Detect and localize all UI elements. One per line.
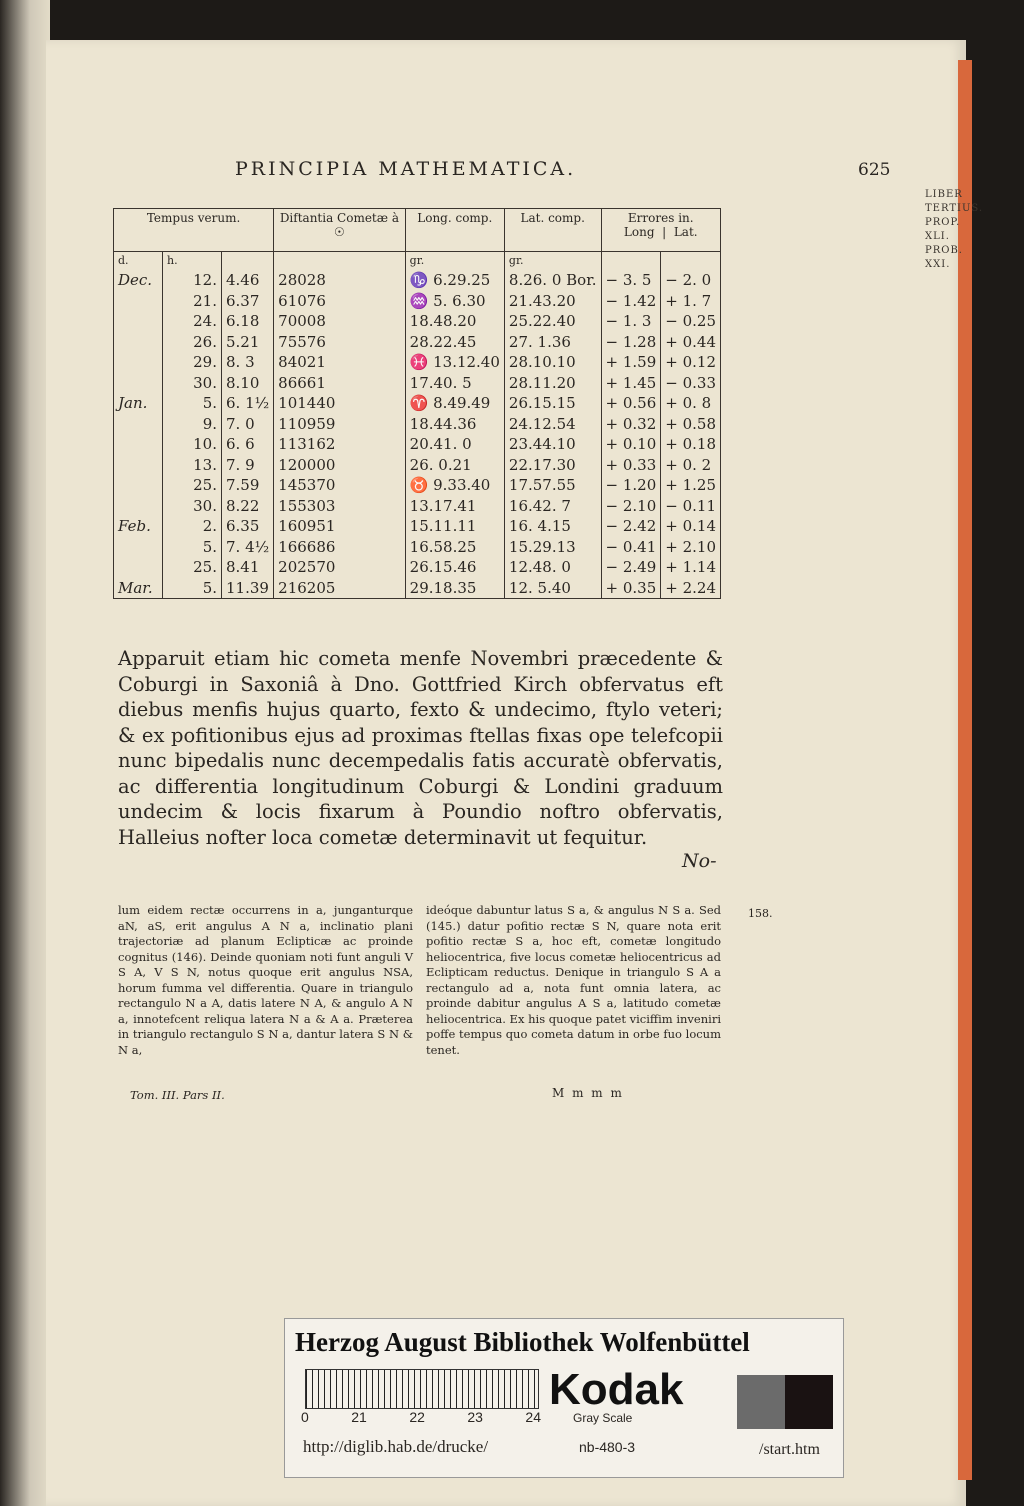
kodak-logo: Kodak bbox=[549, 1365, 684, 1414]
footnote-number: 158. bbox=[748, 907, 773, 920]
cell-lat: 12.48. 0 bbox=[504, 557, 601, 578]
table-row bbox=[114, 291, 721, 312]
cell-err-long: − 1.28 bbox=[601, 332, 661, 353]
margin-note-line: LIBER bbox=[925, 189, 963, 200]
cell-hour: 8.22 bbox=[222, 496, 274, 517]
gray-swatch bbox=[737, 1375, 785, 1429]
cell-hour: 7. 4½ bbox=[222, 537, 274, 558]
cell-err-long: − 1.42 bbox=[601, 291, 661, 312]
ruler-number: 21 bbox=[351, 1409, 367, 1425]
library-name: Herzog August Bibliothek Wolfenbüttel bbox=[295, 1327, 750, 1357]
cell-lat: 17.57.55 bbox=[504, 475, 601, 496]
cell-hour: 6.37 bbox=[222, 291, 274, 312]
cell-long: 13.17.41 bbox=[405, 496, 504, 517]
cell-long: 15.11.11 bbox=[405, 516, 504, 537]
cell-lat: 8.26. 0 Bor. bbox=[504, 270, 601, 291]
cell-lat: 25.22.40 bbox=[504, 311, 601, 332]
cell-long: 17.40. 5 bbox=[405, 373, 504, 394]
cell-distance: 160951 bbox=[274, 516, 405, 537]
cell-day: 9. bbox=[163, 414, 222, 435]
cell-err-long: + 1.59 bbox=[601, 352, 661, 373]
cell-hour: 4.46 bbox=[222, 270, 274, 291]
cell-long: ♈ 8.49.49 bbox=[405, 393, 504, 414]
cell-distance: 166686 bbox=[274, 537, 405, 558]
cell-hour: 11.39 bbox=[222, 578, 274, 599]
margin-note-line: PROB. bbox=[925, 245, 963, 256]
unit-day: d. bbox=[114, 252, 163, 271]
cell-err-lat: + 0. 8 bbox=[661, 393, 721, 414]
table-row bbox=[114, 557, 721, 578]
cell-distance: 75576 bbox=[274, 332, 405, 353]
cell-month bbox=[114, 352, 163, 373]
page-number: 625 bbox=[858, 160, 891, 180]
cell-day: 30. bbox=[163, 373, 222, 394]
cell-distance: 61076 bbox=[274, 291, 405, 312]
cell-day: 5. bbox=[163, 578, 222, 599]
comet-table bbox=[113, 208, 721, 599]
cell-long: ♓ 13.12.40 bbox=[405, 352, 504, 373]
margin-note-line: PROP. bbox=[925, 217, 961, 228]
cell-err-long: − 2.49 bbox=[601, 557, 661, 578]
table-row bbox=[114, 496, 721, 517]
col-header-errors: Errores in. Long | Lat. bbox=[601, 209, 721, 252]
volume-mark: Tom. III. Pars II. bbox=[130, 1088, 225, 1102]
cell-month bbox=[114, 434, 163, 455]
body-paragraph: Apparuit etiam hic cometa menfe Novembri præcedente & Coburgi in Saxoniâ à Dno. Gottfried Kirch obfervatus eft diebus menfis hujus quarto, fexto & undecimo, ftylo veteri; & ex pofitionibus ejus ad proximas ftellas fixas ope telefcopii nunc bipedalis nunc decempedalis fatis accuratè obfervatis, ac differentia longitudinum Coburgi & Londini graduum undecim & locis fixarum à Poundio noftro obfervatis, Halleius nofter loca cometæ determinavit ut fequitur. bbox=[118, 647, 723, 849]
cell-long: 18.48.20 bbox=[405, 311, 504, 332]
cell-lat: 22.17.30 bbox=[504, 455, 601, 476]
cell-err-long: + 0.32 bbox=[601, 414, 661, 435]
table-row bbox=[114, 352, 721, 373]
cell-lat: 24.12.54 bbox=[504, 414, 601, 435]
unit-blank bbox=[661, 252, 721, 271]
cell-err-lat: + 2.24 bbox=[661, 578, 721, 599]
cell-hour: 7. 0 bbox=[222, 414, 274, 435]
cell-distance: 113162 bbox=[274, 434, 405, 455]
cell-err-long: − 1.20 bbox=[601, 475, 661, 496]
cell-long: 26.15.46 bbox=[405, 557, 504, 578]
table-row bbox=[114, 311, 721, 332]
margin-note bbox=[925, 188, 1005, 272]
cell-day: 10. bbox=[163, 434, 222, 455]
cell-month bbox=[114, 557, 163, 578]
cell-hour: 6. 1½ bbox=[222, 393, 274, 414]
cell-err-lat: − 0.33 bbox=[661, 373, 721, 394]
cell-hour: 8. 3 bbox=[222, 352, 274, 373]
cell-err-lat: + 0. 2 bbox=[661, 455, 721, 476]
cell-month bbox=[114, 496, 163, 517]
ruler-number: 0 bbox=[301, 1409, 309, 1425]
table-unit-row bbox=[114, 252, 721, 271]
cell-err-lat: + 1.25 bbox=[661, 475, 721, 496]
cell-err-lat: − 2. 0 bbox=[661, 270, 721, 291]
cell-long: 20.41. 0 bbox=[405, 434, 504, 455]
errors-lat: Lat. bbox=[673, 225, 698, 239]
cell-err-long: + 0.56 bbox=[601, 393, 661, 414]
table-row bbox=[114, 414, 721, 435]
cell-err-long: − 3. 5 bbox=[601, 270, 661, 291]
cell-hour: 5.21 bbox=[222, 332, 274, 353]
cell-long: ♉ 9.33.40 bbox=[405, 475, 504, 496]
ruler-numbers bbox=[301, 1409, 541, 1425]
margin-note-line: TERTIUS. bbox=[925, 203, 984, 214]
margin-note-line: XLI. bbox=[925, 231, 950, 242]
unit-long: gr. bbox=[405, 252, 504, 271]
cell-err-lat: + 2.10 bbox=[661, 537, 721, 558]
cell-long: 16.58.25 bbox=[405, 537, 504, 558]
unit-lat: gr. bbox=[504, 252, 601, 271]
table-row bbox=[114, 373, 721, 394]
cell-day: 12. bbox=[163, 270, 222, 291]
library-url: http://diglib.hab.de/drucke/ bbox=[303, 1437, 489, 1456]
cell-err-long: − 1. 3 bbox=[601, 311, 661, 332]
cell-distance: 86661 bbox=[274, 373, 405, 394]
cell-err-long: − 2.10 bbox=[601, 496, 661, 517]
cell-month bbox=[114, 537, 163, 558]
cell-distance: 155303 bbox=[274, 496, 405, 517]
cell-day: 24. bbox=[163, 311, 222, 332]
col-header-lat: Lat. comp. bbox=[504, 209, 601, 252]
footnote-right: ideóque dabuntur latus S a, & angulus N S a. Sed (145.) datur pofitio rectæ S N, quare nota erit pofitio rectæ S a, hoc eft, cometæ longitudo heliocentrica, five locus cometæ heliocentricus ad Eclipticam reductus. Denique in triangulo S A a rectangulo ad a, nota funt omnia latera, ac proinde dabitur angulus A S a, latitudo cometæ heliocentrica. Ex his quoque patet viciffim inveniri poffe tempus quo cometa datum in orbe fuo locum tenet. bbox=[426, 903, 721, 1057]
cell-lat: 26.15.15 bbox=[504, 393, 601, 414]
cell-day: 25. bbox=[163, 557, 222, 578]
cell-distance: 101440 bbox=[274, 393, 405, 414]
cell-day: 5. bbox=[163, 393, 222, 414]
page-edge bbox=[958, 60, 972, 1480]
unit-blank bbox=[601, 252, 661, 271]
ruler-number: 24 bbox=[525, 1409, 541, 1425]
cell-month bbox=[114, 311, 163, 332]
cell-day: 29. bbox=[163, 352, 222, 373]
cell-hour: 7.59 bbox=[222, 475, 274, 496]
col-header-time: Tempus verum. bbox=[114, 209, 274, 252]
cell-long: 29.18.35 bbox=[405, 578, 504, 599]
cell-lat: 27. 1.36 bbox=[504, 332, 601, 353]
cell-month: Feb. bbox=[114, 516, 163, 537]
unit-blank bbox=[274, 252, 405, 271]
ruler-number: 22 bbox=[409, 1409, 425, 1425]
col-header-long: Long. comp. bbox=[405, 209, 504, 252]
cell-err-long: + 0.35 bbox=[601, 578, 661, 599]
book-spine bbox=[0, 0, 50, 1506]
cell-hour: 6.35 bbox=[222, 516, 274, 537]
unit-blank bbox=[222, 252, 274, 271]
cell-hour: 6.18 bbox=[222, 311, 274, 332]
table-row bbox=[114, 270, 721, 291]
cell-err-long: + 0.10 bbox=[601, 434, 661, 455]
cell-distance: 110959 bbox=[274, 414, 405, 435]
cell-day: 5. bbox=[163, 537, 222, 558]
table-row bbox=[114, 516, 721, 537]
col-header-distance: Diftantia Cometæ à ☉ bbox=[274, 209, 405, 252]
cell-err-lat: − 0.11 bbox=[661, 496, 721, 517]
cell-hour: 8.10 bbox=[222, 373, 274, 394]
cell-day: 21. bbox=[163, 291, 222, 312]
table-row bbox=[114, 434, 721, 455]
running-title: PRINCIPIA MATHEMATICA. bbox=[235, 158, 577, 180]
cell-distance: 120000 bbox=[274, 455, 405, 476]
cell-month bbox=[114, 373, 163, 394]
cell-lat: 28.10.10 bbox=[504, 352, 601, 373]
start-link: /start.htm bbox=[759, 1441, 820, 1458]
cell-long: ♑ 6.29.25 bbox=[405, 270, 504, 291]
cell-err-lat: + 0.44 bbox=[661, 332, 721, 353]
cell-distance: 84021 bbox=[274, 352, 405, 373]
cell-distance: 216205 bbox=[274, 578, 405, 599]
cell-hour: 8.41 bbox=[222, 557, 274, 578]
color-calibration-bar bbox=[284, 1318, 844, 1478]
cell-err-long: + 0.33 bbox=[601, 455, 661, 476]
cell-month bbox=[114, 291, 163, 312]
cell-month bbox=[114, 455, 163, 476]
cell-err-lat: + 0.12 bbox=[661, 352, 721, 373]
cell-lat: 23.44.10 bbox=[504, 434, 601, 455]
cell-day: 2. bbox=[163, 516, 222, 537]
cell-day: 26. bbox=[163, 332, 222, 353]
cell-lat: 16. 4.15 bbox=[504, 516, 601, 537]
cell-lat: 12. 5.40 bbox=[504, 578, 601, 599]
cell-lat: 16.42. 7 bbox=[504, 496, 601, 517]
cell-hour: 6. 6 bbox=[222, 434, 274, 455]
cell-long: 18.44.36 bbox=[405, 414, 504, 435]
cell-month bbox=[114, 332, 163, 353]
cell-err-lat: + 0.18 bbox=[661, 434, 721, 455]
cell-distance: 70008 bbox=[274, 311, 405, 332]
signature-mark: M m m m bbox=[552, 1086, 624, 1100]
black-swatch bbox=[785, 1375, 833, 1429]
cell-day: 13. bbox=[163, 455, 222, 476]
table-row bbox=[114, 393, 721, 414]
cell-day: 30. bbox=[163, 496, 222, 517]
cell-err-lat: + 0.14 bbox=[661, 516, 721, 537]
cell-lat: 28.11.20 bbox=[504, 373, 601, 394]
cell-month: Mar. bbox=[114, 578, 163, 599]
footnote-left: lum eidem rectæ occurrens in a, junganturque aN, aS, erit angulus A N a, inclinatio plani trajectoriæ ad planum Eclipticæ ac proinde cognitus (146). Deinde quoniam noti funt anguli V S A, V S N, notus quoque erit angulus NSA, horum fumma vel differentia. Quare in triangulo rectangulo N a A, datis latere N A, & angulo A N a, innotefcent reliqua latera N a & A a. Præterea in triangulo rectangulo S N a, dantur latera S N & N a, bbox=[118, 903, 413, 1057]
gray-scale-label: Gray Scale bbox=[573, 1411, 633, 1425]
shelfmark-code: nb-480-3 bbox=[579, 1439, 636, 1455]
cell-long: 26. 0.21 bbox=[405, 455, 504, 476]
cell-err-lat: − 0.25 bbox=[661, 311, 721, 332]
cell-month: Dec. bbox=[114, 270, 163, 291]
cell-lat: 15.29.13 bbox=[504, 537, 601, 558]
cell-err-lat: + 1. 7 bbox=[661, 291, 721, 312]
cell-lat: 21.43.20 bbox=[504, 291, 601, 312]
cell-long: 28.22.45 bbox=[405, 332, 504, 353]
cell-err-long: + 1.45 bbox=[601, 373, 661, 394]
table-row bbox=[114, 475, 721, 496]
cell-err-lat: + 1.14 bbox=[661, 557, 721, 578]
cell-err-long: − 2.42 bbox=[601, 516, 661, 537]
errors-title: Errores in. bbox=[627, 211, 694, 225]
scale-ruler bbox=[305, 1369, 539, 1409]
cell-distance: 202570 bbox=[274, 557, 405, 578]
catchword: No- bbox=[682, 850, 717, 872]
unit-hour: h. bbox=[163, 252, 222, 271]
cell-month: Jan. bbox=[114, 393, 163, 414]
table-row bbox=[114, 537, 721, 558]
table-row bbox=[114, 455, 721, 476]
table-row bbox=[114, 332, 721, 353]
cell-day: 25. bbox=[163, 475, 222, 496]
cell-long: ♒ 5. 6.30 bbox=[405, 291, 504, 312]
table-row bbox=[114, 578, 721, 599]
cell-month bbox=[114, 414, 163, 435]
ruler-number: 23 bbox=[467, 1409, 483, 1425]
cell-hour: 7. 9 bbox=[222, 455, 274, 476]
cell-err-long: − 0.41 bbox=[601, 537, 661, 558]
cell-err-lat: + 0.58 bbox=[661, 414, 721, 435]
cell-distance: 145370 bbox=[274, 475, 405, 496]
errors-long: Long bbox=[623, 225, 655, 239]
cell-distance: 28028 bbox=[274, 270, 405, 291]
margin-note-line: XXI. bbox=[925, 259, 951, 270]
cell-month bbox=[114, 475, 163, 496]
